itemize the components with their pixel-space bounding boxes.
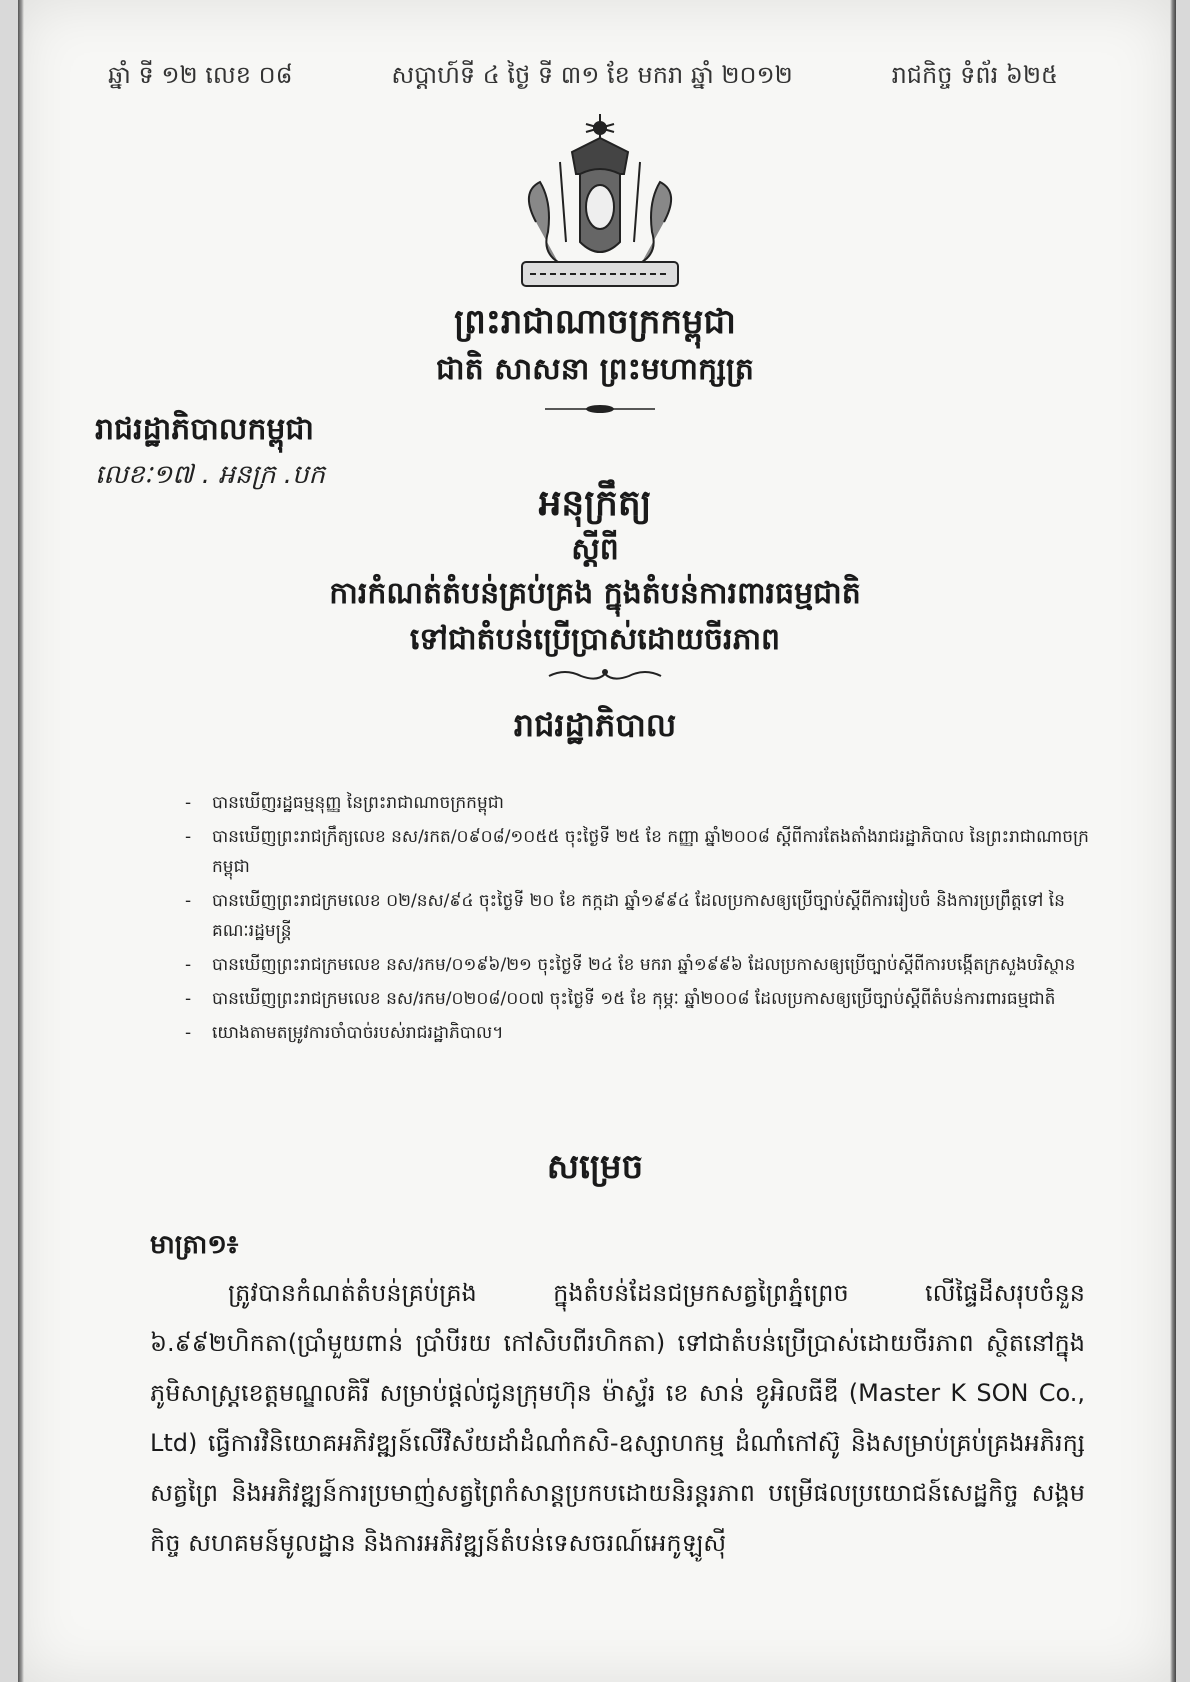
government-heading: រាជរដ្ឋាភិបាល <box>513 706 677 744</box>
article-body <box>150 1268 1085 1568</box>
list-item: - បានឃើញព្រះរាជក្រមលេខ ០២/នស/៩៤ ចុះថ្ងៃទី ២០ ខែ កក្កដា ឆ្នាំ១៩៩៤ ដែលប្រកាសឲ្យប្រើច្បាប់ស្ដីពីការរៀបចំ និងការប្រព្រឹត្តទៅ នៃគណៈរដ្ឋមន្ត្រី <box>185 886 1095 946</box>
list-item: - បានឃើញព្រះរាជក្រមលេខ នស/រកម/០១៩៦/២១ ចុះថ្ងៃទី ២៤ ខែ មករា ឆ្នាំ១៩៩៦ ដែលប្រកាសឲ្យប្រើច្បាប់ស្ដីពីការបង្កើតក្រសួងបរិស្ថាន <box>185 950 1095 980</box>
list-item: - បានឃើញព្រះរាជក្រឹត្យលេខ នស/រកត/០៩០៨/១០៥៥ ចុះថ្ងៃទី ២៥ ខែ កញ្ញា ឆ្នាំ២០០៨ ស្ដីពីការតែងតាំងរាជរដ្ឋាភិបាល នៃព្រះរាជាណាចក្រកម្ពុជា <box>185 822 1095 882</box>
document-subject-line-1: ការកំណត់តំបន់គ្រប់គ្រង ក្នុងតំបន់ការពារធម្មជាតិ <box>329 576 861 611</box>
issuer-name: រាជរដ្ឋាភិបាលកម្ពុជា <box>95 412 314 447</box>
divider-ornament-icon <box>545 404 655 414</box>
header-issue: ឆ្នាំ ទី ១២ លេខ ០៨ <box>108 61 293 89</box>
document-about: ស្ដីពី <box>571 532 619 567</box>
document-subject-line-2: ទៅជាតំបន់ប្រើប្រាស់ដោយចីរភាព <box>409 622 781 657</box>
article-paragraph: ត្រូវបានកំណត់តំបន់គ្រប់គ្រង ក្នុងតំបន់ដែនជម្រកសត្វព្រៃភ្នំព្រេច លើផ្ទៃដីសរុបចំនួន ៦.៩៩២ហិកតា(ប្រាំមួយពាន់ ប្រាំបីរយ កៅសិបពីរហិកតា) ទៅជាតំបន់ប្រើប្រាស់ដោយចីរភាព ស្ថិតនៅក្នុងភូមិសាស្ត្រខេត្តមណ្ឌលគិរី សម្រាប់ផ្ដល់ជូនក្រុមហ៊ុន ម៉ាស្ទ័រ ខេ សាន់ ខូអិលធីឌី (Master K SON Co., Ltd) ធ្វើការវិនិយោគអភិវឌ្ឍន៍លើវិស័យដាំដំណាំកសិ-ឧស្សាហកម្ម ដំណាំកៅស៊ូ និងសម្រាប់គ្រប់គ្រងអភិរក្សសត្វព្រៃ និងអភិវឌ្ឍន៍ការប្រមាញ់សត្វព្រៃកំសាន្តប្រកបដោយនិរន្តរភាព បម្រើផលប្រយោជន៍សេដ្ឋកិច្ច សង្គមកិច្ច សហគមន៍មូលដ្ឋាន និងការអភិវឌ្ឍន៍តំបន់ទេសចរណ៍អេកូឡូស៊ី <box>150 1279 1086 1557</box>
article-heading: មាត្រា១៖ <box>150 1230 239 1260</box>
divider-ornament-icon <box>545 668 665 682</box>
scan-right-edge <box>1170 0 1176 1682</box>
document-type: អនុក្រឹត្យ <box>538 483 652 524</box>
list-item: - បានឃើញព្រះរាជក្រមលេខ នស/រកម/០២០៨/០០៧ ចុះថ្ងៃទី ១៥ ខែ កុម្ភៈ ឆ្នាំ២០០៨ ដែលប្រកាសឲ្យប្រើច្បាប់ស្ដីពីតំបន់ការពារធម្មជាតិ <box>185 984 1095 1014</box>
header-date: សប្តាហ៍ទី ៤ ថ្ងៃ ទី ៣១ ខែ មករា ឆ្នាំ ២០១២ <box>391 61 793 89</box>
gazette-header <box>108 60 1058 95</box>
header-page: រាជកិច្ច ទំព័រ ៦២៥ <box>891 61 1058 89</box>
scan-left-edge <box>18 0 24 1682</box>
list-item: - យោងតាមតម្រូវការចាំបាច់របស់រាជរដ្ឋាភិបាល។ <box>185 1018 1095 1048</box>
list-item: - បានឃើញរដ្ឋធម្មនុញ្ញ នៃព្រះរាជាណាចក្រកម្ពុជា <box>185 788 1095 818</box>
legal-references-list <box>185 788 1095 1052</box>
kingdom-name: ព្រះរាជាណាចក្រកម្ពុជា <box>454 302 736 342</box>
national-motto: ជាតិ សាសនា ព្រះមហាក្សត្រ <box>436 352 754 387</box>
reference-number: លេខៈ១៧ . អនក្រ .បក <box>95 460 326 490</box>
decision-heading: សម្រេច <box>546 1147 644 1187</box>
royal-coat-of-arms-icon <box>500 112 700 297</box>
